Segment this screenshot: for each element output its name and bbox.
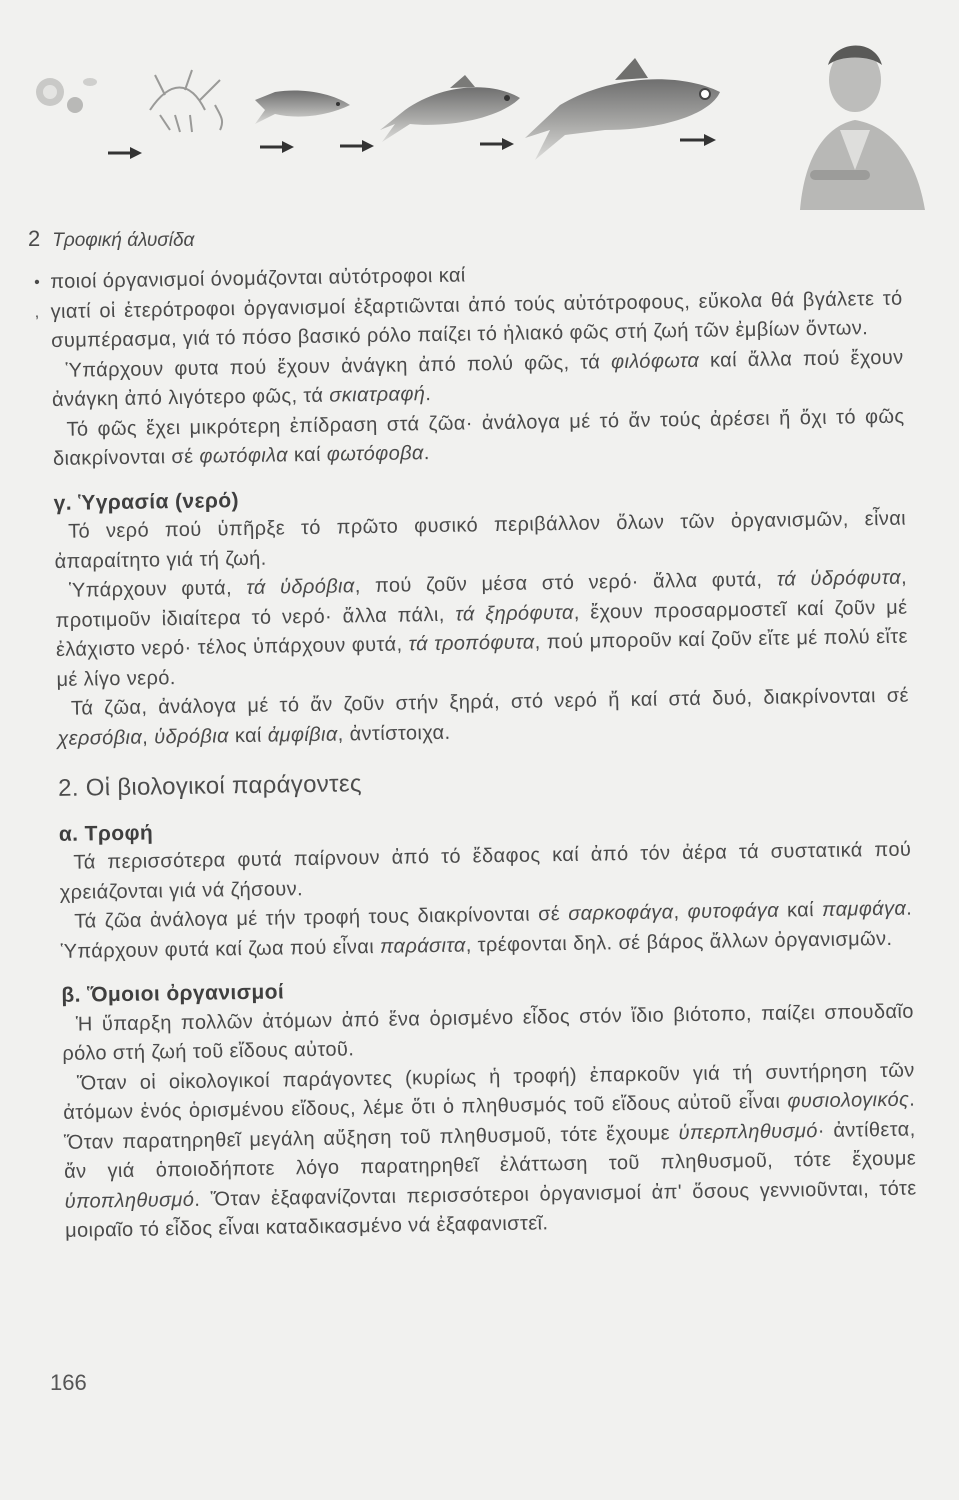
paragraph-water-3: Τά ζῶα, ἀνάλογα μέ τό ἄν ζοῦν στήν ξηρά, στό νερό ἤ καί στά δυό, διακρίνονται σέ χερσόβια, ὑδρόβια καί ἀμφίβια, ἀντίστοιχα. [57,684,909,750]
figure-number: 2 [28,226,41,251]
man-eating-icon [800,45,925,210]
small-fish-icon [255,91,350,124]
paragraph-food-1: Τά περισσότερα φυτά παίρνουν ἀπό τό ἔδαφος καί ἀπό τόν ἀέρα τά συστατικά πού χρειάζονται γιά νά ζήσουν. [59,838,912,904]
medium-fish-icon [380,75,520,142]
main-text [34,255,917,1247]
food-chain-illustration [20,20,945,220]
heading-biotic-factors: 2. Οἱ βιολογικοί παράγοντες [57,770,362,802]
paragraph-similar-1: Ἡ ὕπαρξη πολλῶν ἀτόμων ἀπό ἕνα ὁρισμένο εἶδος στόν ἴδιο βιότοπο, παίζει σπουδαῖο ρόλο στή ζωή τοῦ εἴδους αὐτοῦ. [62,1000,914,1065]
heading-water: γ. Ὑγρασία (νερό) [53,488,240,515]
paragraph-water-2: Ὑπάρχουν φυτά, τά ὑδρόβια, πού ζοῦν μέσα στό νερό· ἄλλα φυτά, τά ὑδρόφυτα, προτιμοῦν ἰδιαίτερα τό νερό· ἄλλα πάλι, τά ξηρόφυτα, ἔχουν προσαρμοστεῖ καί ζοῦν μέ ἐλάχιστο νερό· τέλος ὑπάρχουν φυτά, τά τροπόφυτα, πού μποροῦν καί ζοῦν εἴτε μέ πολύ εἴτε μέ λίγο νερό. [55,566,909,691]
paragraph-light-plants: Ὑπάρχουν φυτα πού ἔχουν ἀνάγκη ἀπό πολύ φῶς, τά φιλόφωτα καί ἄλλα πού ἔχουν ἀνάγκη ἀπό λιγότερο φῶς, τά σκιατραφή. [51,346,904,411]
figure-caption-text: Τροφική άλυσίδα [52,230,195,251]
paragraph-similar-2: Ὅταν οἱ οἰκολογικοί παράγοντες (κυρίως ἡ τροφή) ἐπαρκοῦν γιά τή συντήρηση τῶν ἀτόμων ἑνός ὁρισμένου εἴδους, λέμε ὅτι ὁ πληθυσμός τοῦ εἴδους αὐτοῦ εἶναι φυσιολογικός. Ὅταν παρατηρηθεῖ μεγάλη αὔξηση τοῦ πληθυσμοῦ, τότε ἔχουμε ὑπερπληθυσμό· ἀντίθετα, ἄν γιά ὁποιοδήποτε λόγο παρατηρηθεῖ ἐλάττωση τοῦ πληθυσμοῦ, τότε ἔχουμε ὑποπληθυσμό. Ὅταν ἐξαφανίζονται περισσότεροι ὀργανισμοί ἀπ' ὅσους γεννιοῦνται, τότε μοιραῖο τό εἶδος εἶναι καταδικασμένο νά ἐξαφανιστεῖ. [63,1059,917,1242]
paragraph-light-animals: Τό φῶς ἔχει μικρότερη ἐπίδραση στά ζῶα· ἀνάλογα μέ τό ἄν τούς ἀρέσει ἤ ὄχι τό φῶς διακρίνονται σέ φωτόφιλα καί φωτόφοβα. [52,405,905,470]
heading-food: α. Τροφή [58,820,154,846]
figure-caption [28,226,194,252]
page-number: 166 [50,1370,87,1395]
plant-plankton-icon [36,78,97,113]
paragraph-food-2: Τά ζῶα ἀνάλογα μέ τήν τροφή τους διακρίνονται σέ σαρκοφάγα, φυτοφάγα καί παμφάγα. Ὑπάρχουν φυτά καί ζωα πού εἶναι παράσιτα, τρέφονται δηλ. σέ βάρος ἄλλων ὀργανισμῶν. [60,897,913,963]
list-item: , γιατί οἱ ἑτερότροφοι ὀργανισμοί ἐξαρτιῶνται ἀπό τούς αὐτότροφους, εὔκολα θά βγάλετε τό συμπέρασμα, γιά τό πόσο βασικό ρόλο παίζει τό ἡλιακό φῶς στή ζωή τῶν ἐμβίων ὄντων. [34,287,903,352]
paragraph-water-1: Τό νερό πού ὑπῆρξε τό πρῶτο φυσικό περιβάλλον ὅλων τῶν ὀργανισμῶν, εἶναι ἀπαραίτητο γιά τή ζωή. [54,507,907,573]
arrow-right-icon [108,134,716,159]
tuna-fish-icon [525,58,720,160]
list-item: • ποιοί όργανισμοί όνομάζονται αὐτότροφοι καί [34,264,466,293]
heading-similar-organisms: β. Ὅμοιοι ὀργανισμοί [61,980,285,1007]
shrimp-icon [150,70,222,132]
